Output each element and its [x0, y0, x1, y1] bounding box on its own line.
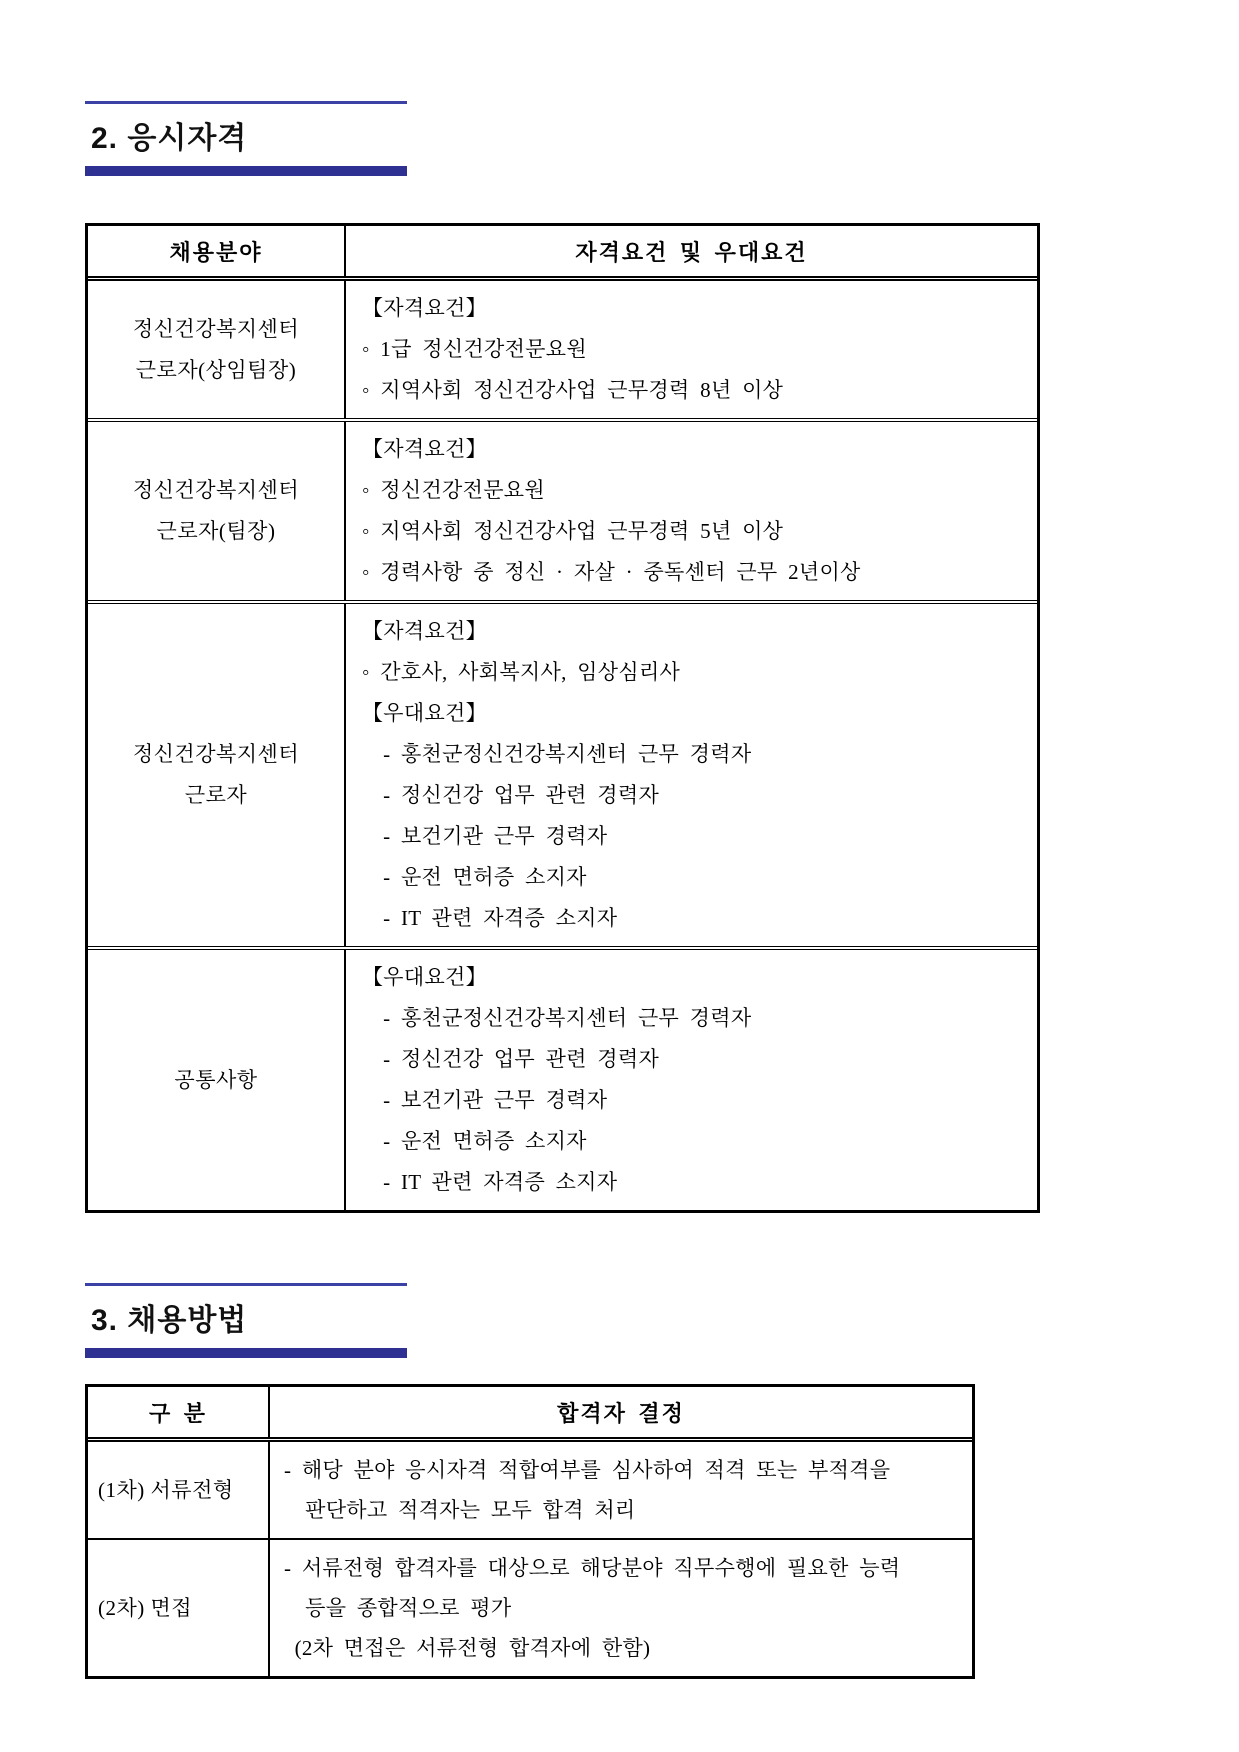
- requirement-line: 【자격요건】: [362, 437, 487, 461]
- header-cell-requirements: 자격요건 및 우대요건: [575, 240, 808, 265]
- requirement-line: - 정신건강 업무 관련 경력자: [362, 783, 660, 807]
- requirement-line: - 홍천군정신건강복지센터 근무 경력자: [362, 1006, 752, 1030]
- requirement-line: 【자격요건】: [362, 619, 487, 643]
- requirement-line: ◦ 지역사회 정신건강사업 근무경력 8년 이상: [362, 378, 784, 402]
- header-cell-stage: 구 분: [88, 1387, 270, 1437]
- job-field-line: 정신건강복지센터: [132, 316, 300, 341]
- requirement-line: 【우대요건】: [362, 701, 487, 725]
- requirement-line: - 운전 면허증 소지자: [362, 865, 587, 889]
- job-field-line: 근로자(팀장): [156, 519, 276, 543]
- requirement-line: - 보건기관 근무 경력자: [362, 1088, 608, 1112]
- method-table-header: [88, 1387, 972, 1442]
- requirement-line: - IT 관련 자격증 소지자: [362, 906, 618, 930]
- requirement-line: 【우대요건】: [362, 965, 487, 989]
- stage-cell: (2차) 면접: [88, 1540, 270, 1676]
- job-field-line: 정신건강복지센터: [132, 742, 300, 766]
- header-cell-field: 채용분야: [88, 226, 346, 276]
- table-row: [88, 1442, 972, 1538]
- requirements-cell: [346, 281, 1037, 418]
- job-field-cell: [88, 604, 346, 946]
- decision-line: (2차 면접은 서류전형 합격자에 한함): [284, 1636, 651, 1660]
- header-cell-decision: 합격자 결정: [557, 1401, 685, 1426]
- section-title-qualification: 2. 응시자격: [91, 122, 248, 155]
- table-row: [88, 1538, 972, 1676]
- decision-line: 판단하고 적격자는 모두 합격 처리: [284, 1498, 636, 1522]
- requirements-cell: [346, 604, 1037, 946]
- table-row: [88, 600, 1037, 946]
- requirement-line: - IT 관련 자격증 소지자: [362, 1170, 618, 1194]
- requirement-line: ◦ 간호사, 사회복지사, 임상심리사: [362, 660, 681, 684]
- section-heading-qualification: [85, 101, 407, 176]
- table-row: [88, 281, 1037, 418]
- job-field-line: 근로자: [184, 783, 248, 807]
- table-row: [88, 946, 1037, 1210]
- requirement-line: ◦ 지역사회 정신건강사업 근무경력 5년 이상: [362, 519, 784, 543]
- job-field-line: 정신건강복지센터: [132, 478, 300, 502]
- method-table: [85, 1384, 975, 1679]
- decision-cell: [270, 1442, 972, 1538]
- requirement-line: - 운전 면허증 소지자: [362, 1129, 587, 1153]
- requirement-line: - 보건기관 근무 경력자: [362, 824, 608, 848]
- job-field-cell: [88, 950, 346, 1210]
- requirement-line: ◦ 경력사항 중 정신 · 자살 · 중독센터 근무 2년이상: [362, 560, 861, 584]
- heading-bottom-rule: [85, 1348, 407, 1358]
- requirement-line: ◦ 1급 정신건강전문요원: [362, 337, 587, 361]
- requirement-line: - 정신건강 업무 관련 경력자: [362, 1047, 660, 1071]
- section-title-method: 3. 채용방법: [91, 1304, 248, 1337]
- requirement-line: - 홍천군정신건강복지센터 근무 경력자: [362, 742, 752, 766]
- requirements-cell: [346, 422, 1037, 600]
- decision-cell: [270, 1540, 972, 1676]
- table-row: [88, 418, 1037, 600]
- section-heading-method: [85, 1283, 407, 1358]
- qualification-table: [85, 223, 1040, 1213]
- decision-line: - 서류전형 합격자를 대상으로 해당분야 직무수행에 필요한 능력: [284, 1556, 901, 1580]
- requirements-cell: [346, 950, 1037, 1210]
- qualification-table-header: [88, 226, 1037, 281]
- stage-cell: (1차) 서류전형: [88, 1442, 270, 1538]
- job-field-line: 공통사항: [174, 1067, 258, 1092]
- job-field-line: 근로자(상임팀장): [135, 357, 297, 382]
- requirement-line: 【자격요건】: [362, 296, 487, 320]
- decision-line: - 해당 분야 응시자격 적합여부를 심사하여 적격 또는 부적격을: [284, 1458, 891, 1482]
- heading-bottom-rule: [85, 166, 407, 176]
- decision-line: 등을 종합적으로 평가: [284, 1596, 512, 1620]
- job-field-cell: [88, 281, 346, 418]
- job-field-cell: [88, 422, 346, 600]
- requirement-line: ◦ 정신건강전문요원: [362, 478, 545, 502]
